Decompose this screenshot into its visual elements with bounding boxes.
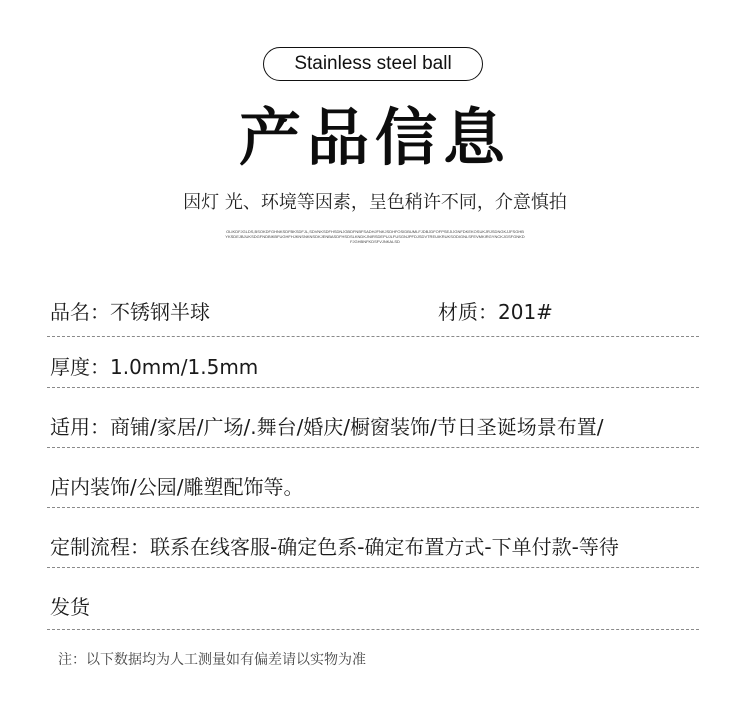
- product-name: 品名：不锈钢半球: [50, 300, 210, 324]
- spec-row-process-cont: 发货: [50, 595, 90, 619]
- spec-row-usage-cont: 店内装饰/公园/雕塑配饰等。: [50, 475, 304, 499]
- divider: [47, 387, 699, 388]
- spec-row-process: 定制流程：联系在线客服-确定色系-确定布置方式-下单付款-等待: [50, 535, 619, 559]
- divider: [47, 629, 699, 630]
- divider: [47, 507, 699, 508]
- spec-row-usage: 适用：商铺/家居/广场/.舞台/婚庆/橱窗装饰/节日圣诞场景布置/: [50, 415, 604, 439]
- english-title-badge: Stainless steel ball: [263, 47, 483, 81]
- color-disclaimer: 因灯 光、环境等因素，呈色稍许不同，介意慎拍: [183, 192, 567, 213]
- divider: [47, 336, 699, 337]
- decorative-fine-text: OLIKDFJGLDS,BSOKDFGHNKSDFBKSDFJL,SDVNKSDFHSDNJGBDFNBFSADHJFNKJSDHFOSIDBUMLFJDBJDFOFPSEJIJGNFDKEKOSUKJRJSDNGKJJFSGHBYKSDEJBJUKSDGFNDBIKBFUGHFHJKNSNKNSDKJENBASDFHSDSLKNDKJNIRSDEPUJLFUSGNJPFDJSDVTREUIKRUKSODIGNLSFEVMKIRGYNCKJGSFGNKDFJGHBNFKDSFVJNKALSD: [225, 229, 525, 244]
- page-title: 产品信息: [238, 101, 511, 174]
- divider: [47, 567, 699, 568]
- measurement-note: 注：以下数据均为人工测量如有偏差请以实物为准: [58, 652, 366, 668]
- spec-row-thickness: 厚度：1.0mm/1.5mm: [50, 355, 259, 379]
- spec-row-name: [50, 297, 700, 327]
- divider: [47, 447, 699, 448]
- product-material: 材质：201#: [438, 300, 553, 324]
